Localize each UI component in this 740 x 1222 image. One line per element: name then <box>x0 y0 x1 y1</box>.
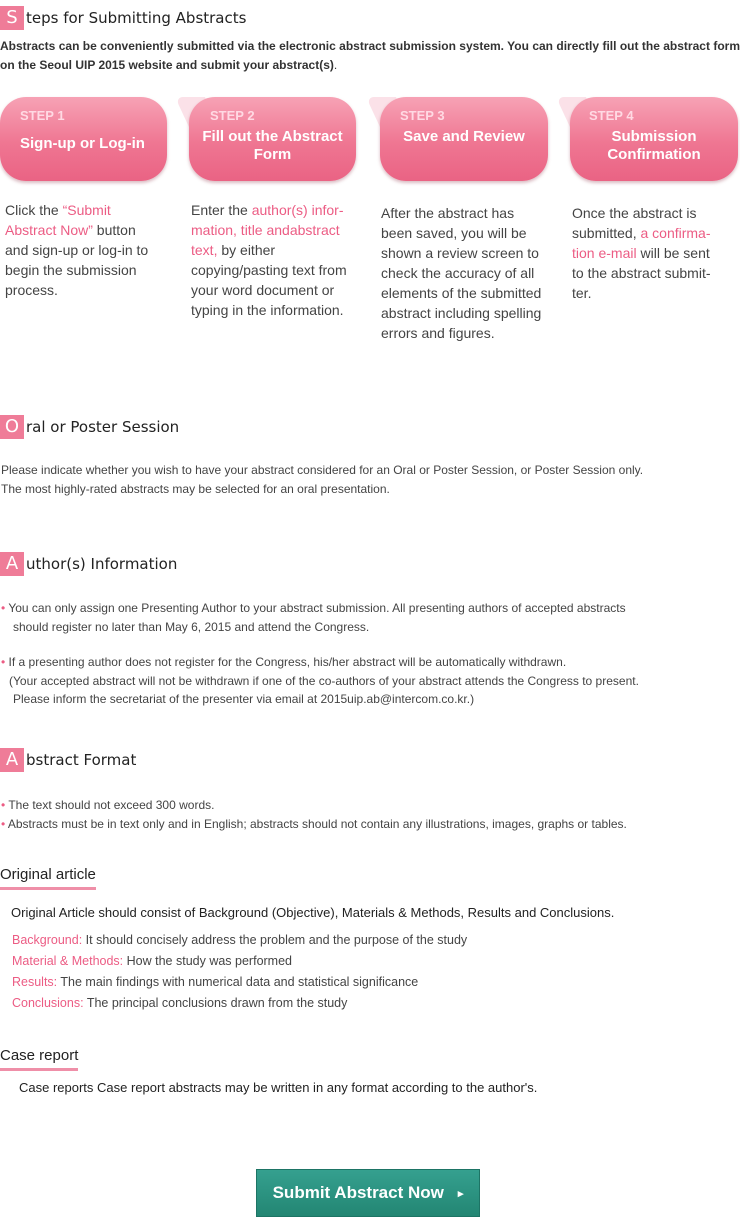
section-letter: A <box>0 552 24 576</box>
section-letter: S <box>0 6 24 30</box>
original-article-item <box>12 972 467 993</box>
steps-intro <box>0 37 740 75</box>
oral-line-2: The most highly-rated abstracts may be selected for an oral presentation. <box>1 482 390 496</box>
step-4-label: STEP 4 <box>589 108 634 123</box>
author-bullet-2-cont-2: Please inform the secretariat of the presenter via email at 2015uip.ab@intercom.co.kr.) <box>13 692 475 706</box>
format-bullet-2-text: Abstracts must be in text only and in English; abstracts should not contain any illustrations, images, graphs or tables. <box>5 817 627 831</box>
step-2-description <box>191 200 361 320</box>
arrow-right-icon: ▸ <box>457 1187 464 1200</box>
step-2-box <box>177 97 356 181</box>
step-3-title: Save and Review <box>403 128 525 145</box>
item-term: Background: <box>12 933 83 947</box>
step-4-desc-highlight: a confirma-tion e-mail <box>572 225 711 261</box>
section-title-steps <box>0 6 246 30</box>
steps-intro-end: . <box>333 58 338 72</box>
step-2-desc-b: by either copying/pasting text from your word document or typing in the information. <box>191 242 347 318</box>
author-bullet-2-text: If a presenting author does not register for the Congress, his/her abstract will be automatically withdrawn. <box>5 655 567 669</box>
submit-abstract-button[interactable] <box>256 1169 480 1217</box>
bullet-icon: • <box>1 798 6 812</box>
section-title-text: teps for Submitting Abstracts <box>26 9 247 27</box>
item-term: Material & Methods: <box>12 954 124 968</box>
step-3-label: STEP 3 <box>400 108 445 123</box>
format-bullet-2 <box>1 815 627 834</box>
section-title-oral <box>0 415 179 439</box>
step-3-description <box>381 203 546 343</box>
item-term: Results: <box>12 975 58 989</box>
case-report-heading: Case report <box>0 1047 78 1071</box>
format-bullet-1 <box>1 796 214 815</box>
section-title-text: bstract Format <box>26 751 137 769</box>
author-bullet-2-cont-1: (Your accepted abstract will not be withdrawn if one of the co-authors of your abstract attends the Congress to present. <box>9 674 639 688</box>
section-letter: A <box>0 748 24 772</box>
step-1-desc-a: Click the <box>5 202 63 218</box>
format-bullet-1-text: The text should not exceed 300 words. <box>5 798 215 812</box>
section-letter: O <box>0 415 24 439</box>
step-4-description <box>572 203 724 303</box>
item-term: Conclusions: <box>12 996 84 1010</box>
case-report-text: Case reports Case report abstracts may be written in any format according to the author's. <box>19 1080 538 1095</box>
section-title-text: uthor(s) Information <box>26 555 178 573</box>
bullet-icon: • <box>1 655 6 669</box>
step-1-desc-highlight: “Submit Abstract Now” <box>5 202 111 238</box>
item-text: The principal conclusions drawn from the study <box>83 996 348 1010</box>
step-3-desc-a: After the abstract has been saved, you will be shown a review screen to check the accuracy of all elements of the submitted abstract including spelling errors and figures. <box>381 205 542 341</box>
bullet-icon: • <box>1 817 6 831</box>
bullet-icon: • <box>1 601 6 615</box>
step-1-desc-b: button and sign-up or log-in to begin the submission process. <box>5 222 149 298</box>
author-bullet-1-text: You can only assign one Presenting Author to your abstract submission. All presenting authors of accepted abstracts <box>5 601 626 615</box>
item-text: How the study was performed <box>123 954 292 968</box>
author-bullet-1 <box>1 599 626 618</box>
original-article-item <box>12 951 467 972</box>
author-bullet-2 <box>1 653 566 672</box>
step-4-desc-a: Once the abstract is submitted, <box>572 205 697 241</box>
step-1-label: STEP 1 <box>20 108 65 123</box>
step-4-desc-b: will be sent to the abstract submit-ter. <box>572 245 711 301</box>
original-article-heading: Original article <box>0 866 96 890</box>
step-2-label: STEP 2 <box>210 108 255 123</box>
step-1-title: Sign-up or Log-in <box>20 135 145 152</box>
step-2-title: Fill out the Abstract Form <box>202 128 343 163</box>
step-3-box <box>368 97 548 181</box>
item-text: The main findings with numerical data and statistical significance <box>57 975 419 989</box>
section-title-format <box>0 748 136 772</box>
submit-abstract-label: Submit Abstract Now <box>272 1183 444 1202</box>
original-article-item <box>12 930 467 951</box>
item-text: It should concisely address the problem and the purpose of the study <box>82 933 468 947</box>
step-4-box <box>558 97 738 181</box>
original-article-lead: Original Article should consist of Background (Objective), Materials & Methods, Results and Conclusions. <box>11 905 615 920</box>
steps-intro-text: Abstracts can be conveniently submitted via the electronic abstract submission system. You can directly fill out the abstract form on the Seoul UIP 2015 website and submit your abstract(s) <box>0 39 740 72</box>
step-1-description <box>5 200 155 300</box>
section-title-authors <box>0 552 177 576</box>
oral-line-1: Please indicate whether you wish to have your abstract considered for an Oral or Poster Session, or Poster Session only. <box>1 463 644 477</box>
step-1-box <box>0 97 167 181</box>
step-4-title: Submission Confirmation <box>607 128 701 163</box>
section-title-text: ral or Poster Session <box>26 418 180 436</box>
step-2-desc-highlight: author(s) infor-mation, title andabstract text, <box>191 202 344 258</box>
author-bullet-1-cont: should register no later than May 6, 2015 and attend the Congress. <box>13 620 370 634</box>
original-article-list <box>12 930 467 1014</box>
original-article-item <box>12 993 467 1014</box>
step-2-desc-a: Enter the <box>191 202 252 218</box>
